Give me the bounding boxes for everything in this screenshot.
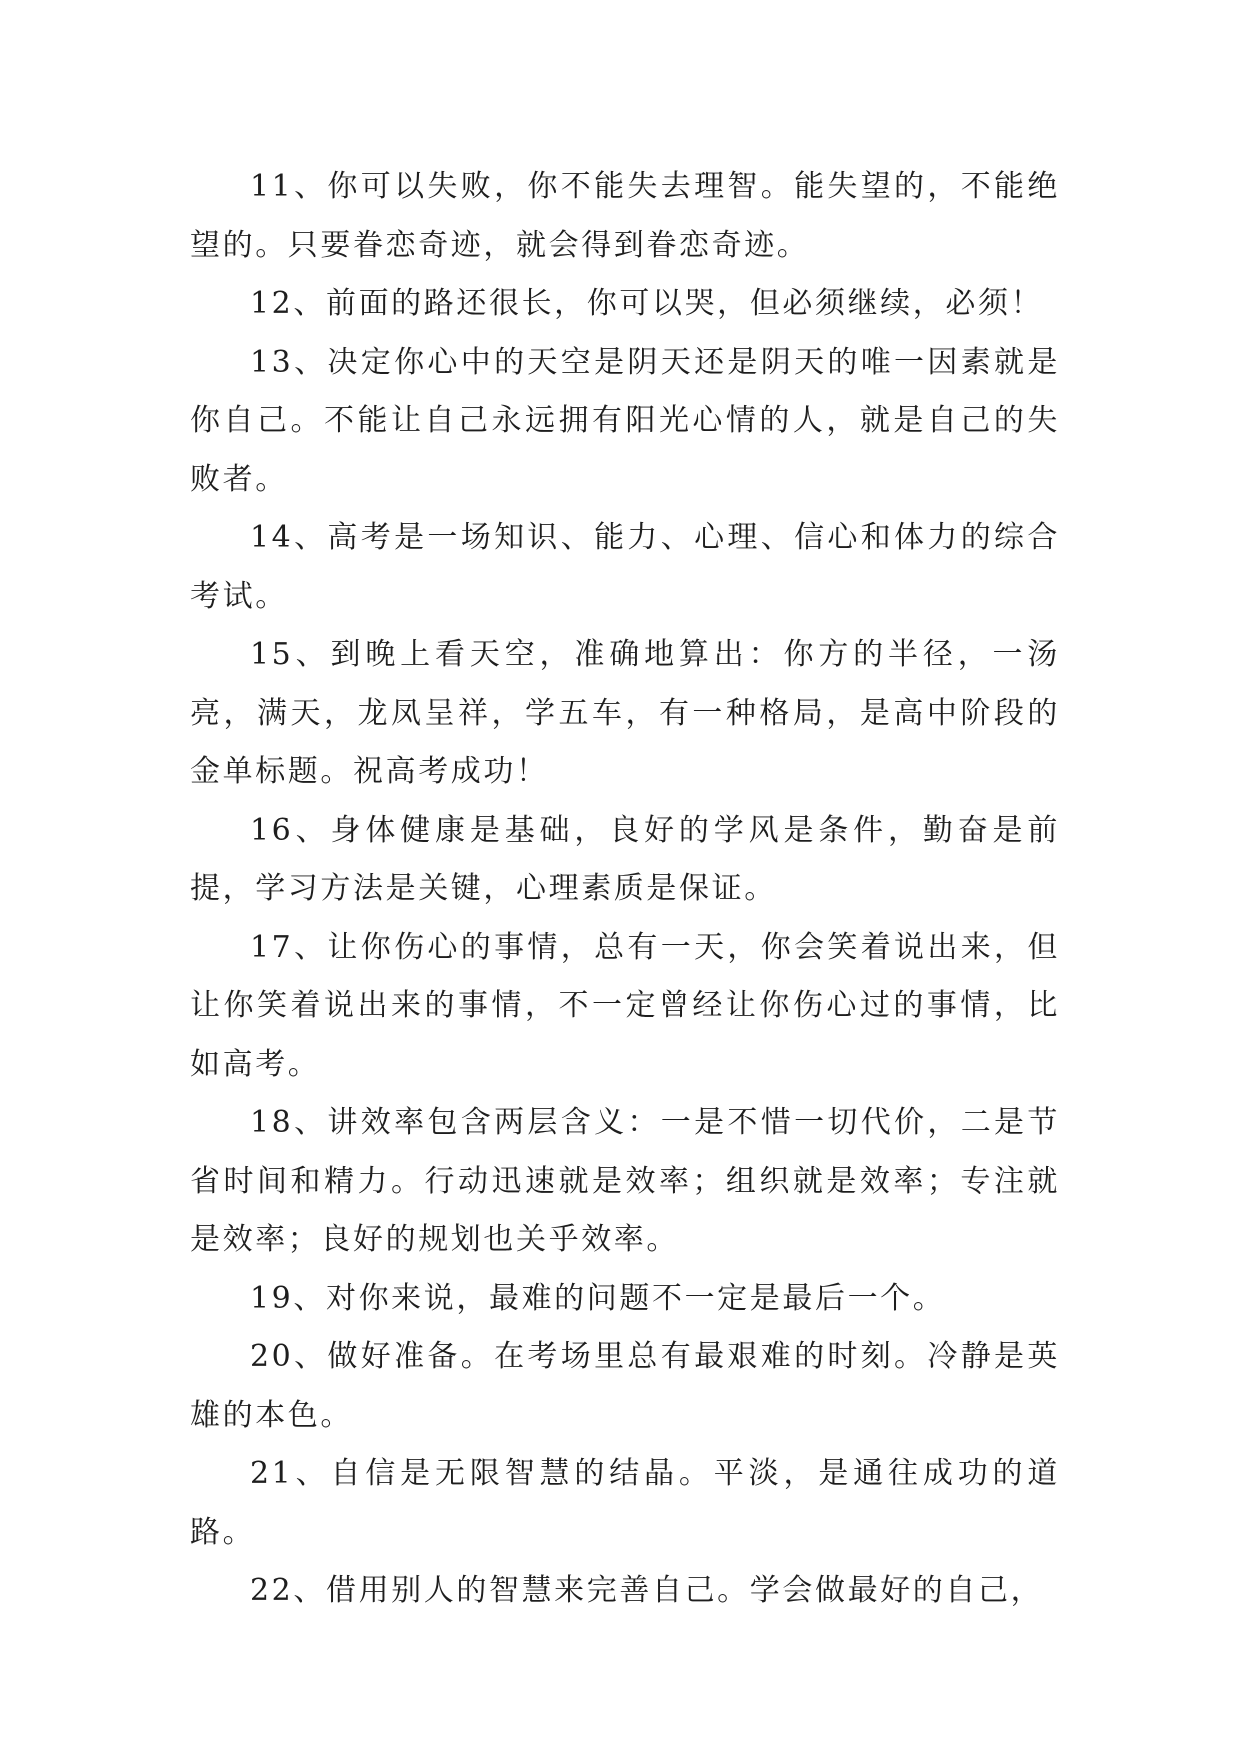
paragraph-13: 13、决定你心中的天空是阴天还是阴天的唯一因素就是你自己。不能让自己永远拥有阳光心情的人，就是自己的失败者。	[190, 344, 1060, 497]
paragraph-11: 11、你可以失败，你不能失去理智。能失望的，不能绝望的。只要眷恋奇迹，就会得到眷恋奇迹。	[190, 169, 1060, 263]
paragraph-15: 15、到晚上看天空，准确地算出：你方的半径，一汤亮，满天，龙凤呈祥，学五车，有一种格局，是高中阶段的金单标题。祝高考成功！	[190, 637, 1060, 789]
paragraph-14: 14、高考是一场知识、能力、心理、信心和体力的综合考试。	[190, 520, 1060, 614]
paragraph-12: 12、前面的路还很长，你可以哭，但必须继续，必须！	[250, 286, 1044, 321]
paragraph-21: 21、自信是无限智慧的结晶。平淡，是通往成功的道路。	[190, 1456, 1060, 1550]
document-body	[190, 158, 1060, 1621]
paragraph-22: 22、借用别人的智慧来完善自己。学会做最好的自己，	[250, 1573, 1044, 1608]
paragraph-17: 17、让你伤心的事情，总有一天，你会笑着说出来，但让你笑着说出来的事情，不一定曾经让你伤心过的事情，比如高考。	[190, 929, 1060, 1082]
paragraph-19: 19、对你来说，最难的问题不一定是最后一个。	[250, 1280, 946, 1316]
paragraph-20: 20、做好准备。在考场里总有最艰难的时刻。冷静是英雄的本色。	[190, 1339, 1060, 1433]
paragraph-18: 18、讲效率包含两层含义：一是不惜一切代价，二是节省时间和精力。行动迅速就是效率；组织就是效率；专注就是效率；良好的规划也关乎效率。	[190, 1105, 1060, 1257]
paragraph-16: 16、身体健康是基础，良好的学风是条件，勤奋是前提，学习方法是关键，心理素质是保证。	[190, 812, 1060, 906]
